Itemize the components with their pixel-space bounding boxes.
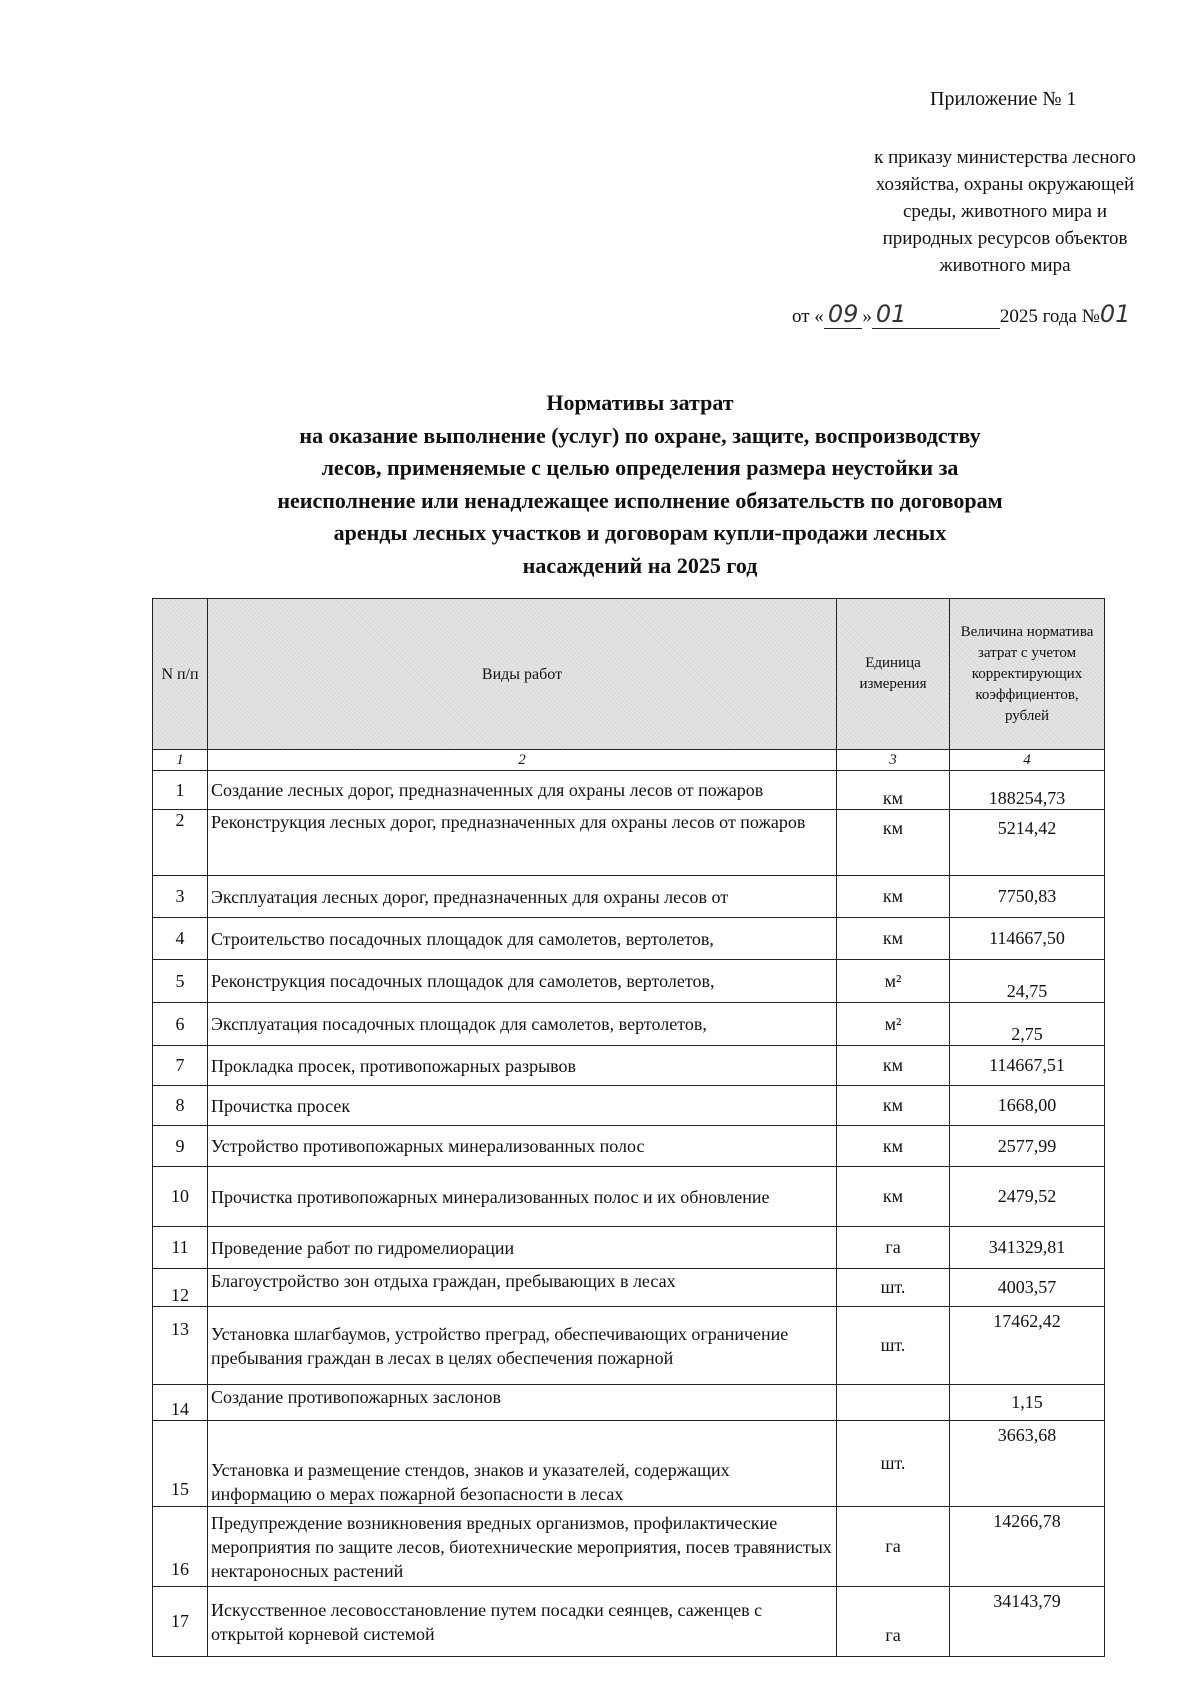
table-row (153, 1167, 1105, 1227)
date-mid: » (862, 306, 872, 327)
table-row (153, 1227, 1105, 1269)
row-value: 7750,83 (950, 876, 1105, 918)
row-number: 6 (153, 1003, 208, 1046)
title-line: насаждений на 2025 год (522, 552, 758, 578)
document-title (230, 387, 1050, 582)
row-value: 17462,42 (950, 1307, 1105, 1385)
row-unit: км (837, 918, 950, 960)
title-line: аренды лесных участков и договорам купли-продажи лесных (333, 520, 947, 545)
header-unit: Единица измерения (837, 599, 950, 750)
date-suffix: 2025 года № (999, 306, 1100, 327)
row-work: Проведение работ по гидромелиорации (208, 1227, 837, 1269)
row-number: 11 (153, 1227, 208, 1269)
row-value: 188254,73 (950, 771, 1105, 810)
row-unit: км (837, 1046, 950, 1086)
row-unit: км (837, 1086, 950, 1126)
row-unit: км (837, 1167, 950, 1227)
row-value: 1668,00 (950, 1086, 1105, 1126)
row-number: 13 (153, 1307, 208, 1385)
column-number: 3 (837, 750, 950, 771)
order-line: природных ресурсов объектов (882, 228, 1128, 249)
row-number: 12 (153, 1269, 208, 1307)
title-line: лесов, применяемые с целью определения размера неустойки за (321, 455, 959, 480)
row-unit: га (837, 1507, 950, 1587)
row-number: 10 (153, 1167, 208, 1227)
table-row (153, 1086, 1105, 1126)
row-value: 2577,99 (950, 1126, 1105, 1167)
header-value: Величина норматива затрат с учетом корректирующих коэффициентов, рублей (950, 599, 1105, 750)
row-number: 15 (153, 1421, 208, 1507)
table-row (153, 1269, 1105, 1307)
row-number: 5 (153, 960, 208, 1003)
row-unit (837, 1385, 950, 1421)
table-row (153, 918, 1105, 960)
row-value: 24,75 (950, 960, 1105, 1003)
row-number: 3 (153, 876, 208, 918)
table-row (153, 771, 1105, 810)
date-prefix: от « (792, 306, 824, 327)
row-work: Искусственное лесовосстановление путем посадки сеянцев, саженцев с открытой корневой системой (208, 1587, 837, 1657)
table-header-row (153, 599, 1105, 750)
row-value: 341329,81 (950, 1227, 1105, 1269)
row-number: 8 (153, 1086, 208, 1126)
table-row (153, 960, 1105, 1003)
cost-norms-table (152, 598, 1105, 1657)
table-row (153, 1307, 1105, 1385)
row-number: 17 (153, 1587, 208, 1657)
order-line: хозяйства, охраны окружающей (875, 174, 1135, 195)
row-work: Прочистка просек (208, 1086, 837, 1126)
row-work: Эксплуатация лесных дорог, предназначенных для охраны лесов от (208, 876, 837, 918)
row-value: 3663,68 (950, 1421, 1105, 1507)
order-number: 01 (1099, 300, 1131, 328)
row-work: Строительство посадочных площадок для самолетов, вертолетов, (208, 918, 837, 960)
row-unit: га (837, 1227, 950, 1269)
table-row (153, 1003, 1105, 1046)
row-number: 14 (153, 1385, 208, 1421)
table-row (153, 1385, 1105, 1421)
row-number: 2 (153, 810, 208, 876)
row-number: 9 (153, 1126, 208, 1167)
row-number: 16 (153, 1507, 208, 1587)
row-value: 114667,50 (950, 918, 1105, 960)
header-work-type: Виды работ (208, 599, 837, 750)
row-value: 4003,57 (950, 1269, 1105, 1307)
row-value: 1,15 (950, 1385, 1105, 1421)
order-line: среды, животного мира и (902, 201, 1108, 222)
row-unit: га (837, 1587, 950, 1657)
row-number: 1 (153, 771, 208, 810)
row-work: Создание противопожарных заслонов (208, 1385, 837, 1421)
table-row (153, 810, 1105, 876)
date-month: 01 (875, 300, 907, 328)
row-unit: км (837, 876, 950, 918)
appendix-label: Приложение № 1 (930, 88, 1077, 110)
order-line: животного мира (939, 255, 1071, 276)
order-date-line (792, 300, 1130, 329)
title-line: на оказание выполнение (услуг) по охране, защите, воспроизводству (299, 422, 981, 448)
date-day-field (824, 300, 863, 329)
row-work: Предупреждение возникновения вредных организмов, профилактические мероприятия по защите лесов, биотехнические мероприятия, посев травянистых нектароносных растений (208, 1507, 837, 1587)
row-work: Прокладка просек, противопожарных разрывов (208, 1046, 837, 1086)
row-unit: шт. (837, 1307, 950, 1385)
order-reference (855, 144, 1155, 279)
date-day: 09 (827, 300, 859, 328)
table-row (153, 1421, 1105, 1507)
row-work: Устройство противопожарных минерализованных полос (208, 1126, 837, 1167)
table-row (153, 1507, 1105, 1587)
row-unit: км (837, 1126, 950, 1167)
row-unit: м² (837, 960, 950, 1003)
row-work: Создание лесных дорог, предназначенных для охраны лесов от пожаров (208, 771, 837, 810)
title-line: неисполнение или ненадлежащее исполнение обязательств по договорам (277, 487, 1003, 513)
column-number: 1 (153, 750, 208, 771)
row-unit: км (837, 771, 950, 810)
row-value: 34143,79 (950, 1587, 1105, 1657)
header-number: N п/п (153, 599, 208, 750)
table-row (153, 1046, 1105, 1086)
row-work: Эксплуатация посадочных площадок для самолетов, вертолетов, (208, 1003, 837, 1046)
row-work: Реконструкция посадочных площадок для самолетов, вертолетов, (208, 960, 837, 1003)
row-number: 7 (153, 1046, 208, 1086)
order-line: к приказу министерства лесного (874, 147, 1136, 168)
row-unit: шт. (837, 1421, 950, 1507)
date-month-field (872, 300, 1000, 329)
table-row (153, 1126, 1105, 1167)
row-work: Благоустройство зон отдыха граждан, пребывающих в лесах (208, 1269, 837, 1307)
row-value: 2479,52 (950, 1167, 1105, 1227)
column-number-row (153, 750, 1105, 771)
row-work: Реконструкция лесных дорог, предназначенных для охраны лесов от пожаров (208, 810, 837, 876)
row-value: 114667,51 (950, 1046, 1105, 1086)
row-value: 5214,42 (950, 810, 1105, 876)
row-number: 4 (153, 918, 208, 960)
title-line: Нормативы затрат (546, 390, 734, 415)
row-value: 14266,78 (950, 1507, 1105, 1587)
row-value: 2,75 (950, 1003, 1105, 1046)
column-number: 4 (950, 750, 1105, 771)
table-row (153, 1587, 1105, 1657)
row-unit: м² (837, 1003, 950, 1046)
table-row (153, 876, 1105, 918)
column-number: 2 (208, 750, 837, 771)
row-work: Установка и размещение стендов, знаков и указателей, содержащих информацию о мерах пожарной безопасности в лесах (208, 1421, 837, 1507)
row-unit: шт. (837, 1269, 950, 1307)
row-work: Прочистка противопожарных минерализованных полос и их обновление (208, 1167, 837, 1227)
row-unit: км (837, 810, 950, 876)
row-work: Установка шлагбаумов, устройство преград, обеспечивающих ограничение пребывания граждан в лесах в целях обеспечения пожарной (208, 1307, 837, 1385)
